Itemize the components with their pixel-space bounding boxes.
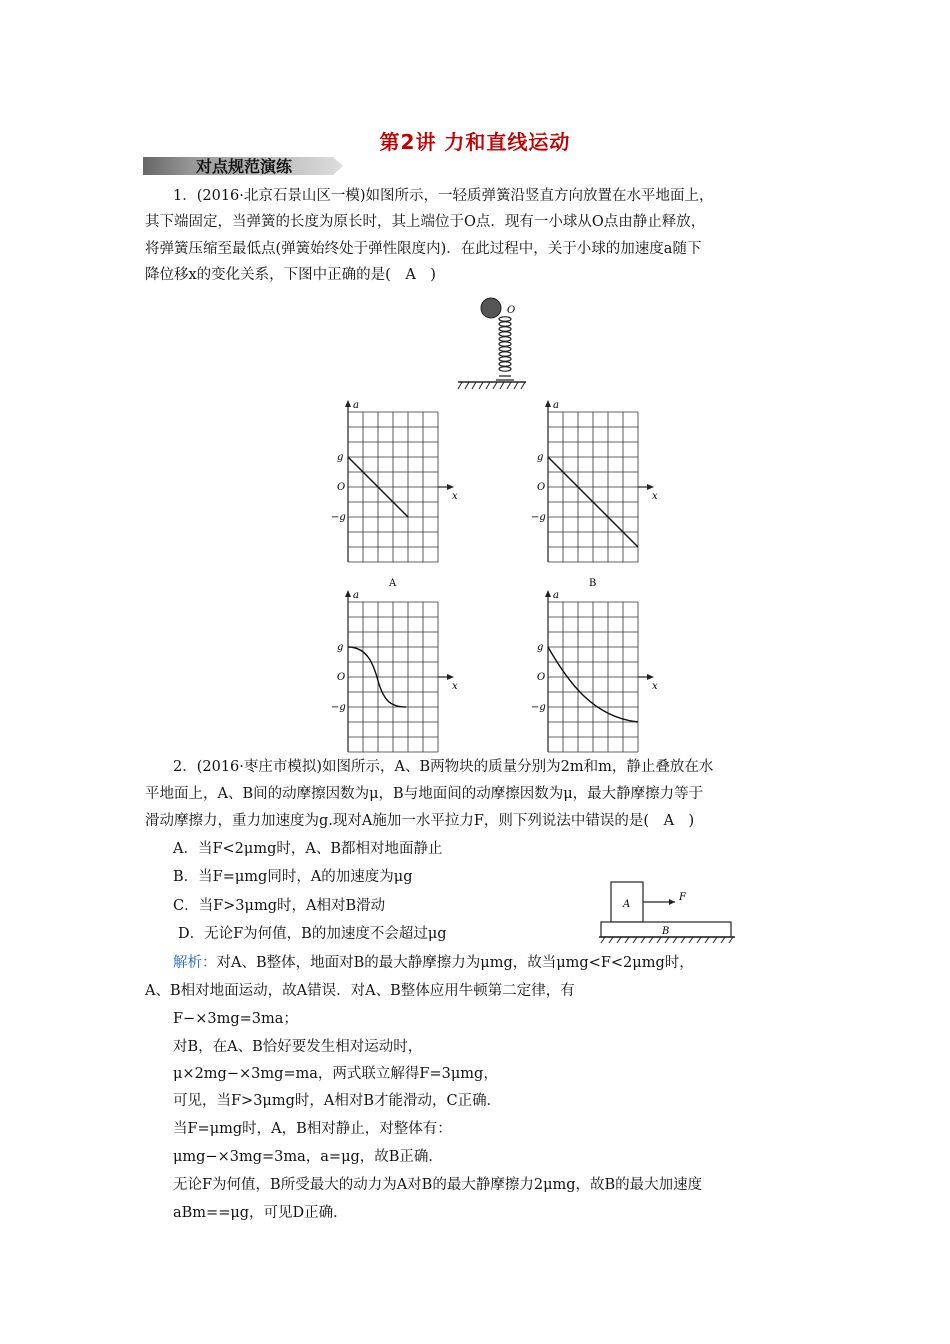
analysis-line-3: 对B，在A、B恰好要发生相对运动时， <box>173 1039 423 1055</box>
analysis-line-9: aBm==μg，可见D正确． <box>173 1205 348 1221</box>
q1-line-2: 其下端固定，当弹簧的长度为原长时，其上端位于O点．现有一小球从O点由静止释放， <box>145 214 706 230</box>
force-label: F <box>679 892 686 903</box>
tick-label-neg-g: −g <box>331 512 346 523</box>
tick-label-neg-g: −g <box>331 702 346 713</box>
analysis-label: 解析： <box>173 955 217 971</box>
x-axis-arrow <box>647 484 654 490</box>
analysis-line-5: 可见，当F>3μmg时，A相对B才能滑动，C正确． <box>173 1093 502 1109</box>
graph-label: B <box>589 578 597 589</box>
graph-D <box>531 590 658 760</box>
x-axis-arrow <box>647 674 654 680</box>
y-axis-label: a <box>353 400 359 411</box>
tick-label-neg-g: −g <box>531 702 546 713</box>
y-axis-arrow <box>545 590 551 597</box>
q2-option-c: C．当F>3μmg时，A相对B滑动 <box>173 898 386 914</box>
q2-line-1: 2．(2016·枣庄市模拟)如图所示，A、B两物块的质量分别为2m和m，静止叠放在水 <box>173 759 714 775</box>
y-axis-arrow <box>345 400 351 407</box>
x-axis-label: x <box>452 681 458 692</box>
blocks-diagram <box>595 880 740 948</box>
graph-B <box>531 400 658 589</box>
section-label: 对点规范演练 <box>196 157 293 176</box>
analysis-line-1: A、B相对地面运动，故A错误．对A、B整体应用牛顿第二定律，有 <box>145 983 575 999</box>
graph-label: A <box>389 578 397 589</box>
x-axis-label: x <box>652 491 658 502</box>
block-a-label: A <box>623 899 631 910</box>
analysis-first-text: 对A、B整体，地面对B的最大静摩擦力为μmg，故当μmg<F<2μmg时， <box>216 955 694 971</box>
block-b-label: B <box>662 926 670 937</box>
graph-A <box>331 400 458 589</box>
q1-line-3: 将弹簧压缩至最低点(弹簧始终处于弹性限度内)．在此过程中，关于小球的加速度a随下 <box>145 241 702 257</box>
tick-label-neg-g: −g <box>531 512 546 523</box>
tick-label-g: g <box>337 452 344 463</box>
tick-label-origin: O <box>537 672 546 683</box>
q1-line-1: 1．(2016·北京石景山区一模)如图所示，一轻质弹簧沿竖直方向放置在水平地面上， <box>173 188 714 204</box>
tick-label-g: g <box>337 642 344 653</box>
tick-label-g: g <box>537 452 544 463</box>
analysis-line-6: 当F=μmg时，A，B相对静止，对整体有： <box>173 1121 452 1137</box>
analysis-first-line <box>173 953 694 973</box>
y-axis-label: a <box>553 400 559 411</box>
spring-diagram <box>450 292 530 392</box>
analysis-line-4: μ×2mg−×3mg=ma，两式联立解得F=3μmg， <box>173 1066 498 1082</box>
y-axis-label: a <box>553 590 559 601</box>
page-title: 第2讲 力和直线运动 <box>379 130 571 154</box>
graph-grid-area <box>320 390 680 760</box>
ground-hatch <box>458 382 525 389</box>
x-axis-label: x <box>452 491 458 502</box>
q1-line-4: 降位移x的变化关系，下图中正确的是( A ) <box>145 267 436 283</box>
ball <box>481 298 501 318</box>
q2-option-d: D．无论F为何值，B的加速度不会超过μg <box>178 926 447 942</box>
y-axis-label: a <box>353 590 359 601</box>
q2-line-2: 平地面上，A、B间的动摩擦因数为μ，B与地面间的动摩擦因数为μ，最大静摩擦力等于 <box>145 786 704 802</box>
x-axis-arrow <box>447 484 454 490</box>
tick-label-origin: O <box>337 672 346 683</box>
x-axis-arrow <box>447 674 454 680</box>
x-axis-label: x <box>652 681 658 692</box>
tick-label-origin: O <box>537 482 546 493</box>
graph-C <box>331 590 458 760</box>
analysis-line-8: 无论F为何值，B所受最大的动力为A对B的最大静摩擦力2μmg，故B的最大加速度 <box>173 1177 703 1193</box>
analysis-line-7: μmg−×3mg=3ma，a=μg，故B正确． <box>173 1149 443 1165</box>
spring-point-label: O <box>507 305 516 316</box>
spring-coil <box>496 317 514 380</box>
y-axis-arrow <box>545 400 551 407</box>
y-axis-arrow <box>345 590 351 597</box>
analysis-line-2: F−×3mg=3ma； <box>173 1011 298 1027</box>
q2-line-3: 滑动摩擦力，重力加速度为g.现对A施加一水平拉力F，则下列说法中错误的是( A ) <box>145 813 695 829</box>
tick-label-g: g <box>537 642 544 653</box>
q2-option-a: A．当F<2μmg时，A、B都相对地面静止 <box>173 841 443 857</box>
tick-label-origin: O <box>337 482 346 493</box>
blocks-ground-hatch <box>601 937 733 943</box>
q2-option-b: B．当F=μmg同时，A的加速度为μg <box>173 869 413 885</box>
